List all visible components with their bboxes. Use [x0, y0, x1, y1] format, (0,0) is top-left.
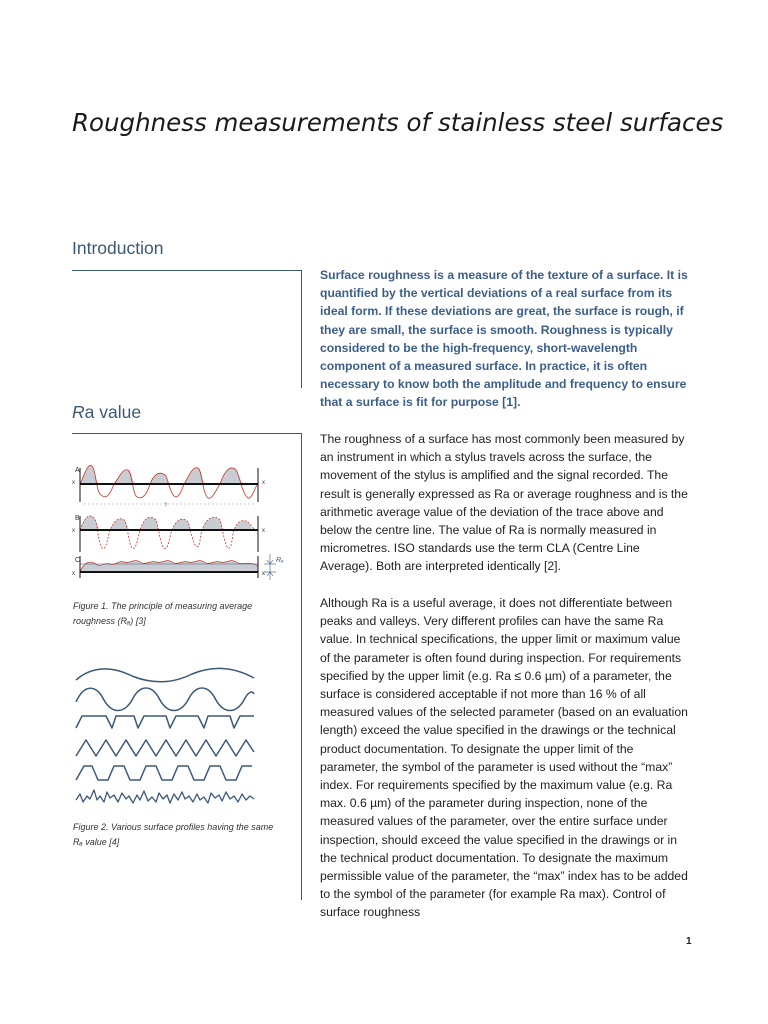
- ra-paragraph-2: Although Ra is a useful average, it does not differentiate between peaks and valleys. Very different profiles can have the same Ra value. In technical specifications, the upper limit or maximum value of the parameter is often found during inspection. For requirements specified by the upper limit (e.g. Ra ≤ 0.6 µm) of a parameter, the surface is considered acceptable if not more than 16 % of all measured values of the selected parameter (based on an evaluation length) exceed the value specified in the drawings or the technical product documentation. To designate the upper limit of the parameter, the symbol of the parameter is used without the “max” index. For requirements specified by the maximum value (e.g. Ra max. 0.6 µm) of the parameter during inspection, none of the measured values of the parameter, over the entire surface under inspection, should exceed the value specified in the drawings or in the technical product documentation. To designate the maximum permissible value of the parameter, the “max” index has to be added to the symbol of the parameter (for example Ra max). Control of surface roughness: [320, 596, 688, 920]
- row-c-label: C: [75, 557, 81, 564]
- page-number: 1: [686, 936, 692, 947]
- gap-label: ?: [164, 503, 168, 509]
- introduction-rule: [72, 270, 302, 271]
- profile-c-fill: [80, 561, 258, 572]
- profile-a-fill: [80, 465, 244, 484]
- figure-2-caption: Figure 2. Various surface profiles having the same Rₐ value [4]: [73, 822, 274, 847]
- ra-heading-rest: a value: [84, 402, 142, 422]
- profile-trapezoid-down: [76, 716, 254, 728]
- ra-dimension: [264, 554, 284, 580]
- row-c-end-left: x: [72, 571, 75, 577]
- row-b-label: B: [75, 515, 80, 522]
- profile-trapezoid-up: [76, 766, 252, 780]
- figure-1-diagram: [70, 460, 300, 580]
- profile-b-fill: [80, 516, 252, 530]
- profile-row-a: [72, 465, 265, 502]
- ra-heading-italic: R: [72, 402, 85, 422]
- row-b-end-right: x: [262, 528, 265, 534]
- row-b-end-left: x: [72, 528, 75, 534]
- introduction-divider: [301, 270, 302, 388]
- introduction-heading: Introduction: [72, 238, 164, 258]
- profile-sine-short: [76, 688, 254, 711]
- row-a-end-right: x: [262, 480, 265, 486]
- figure-1-caption: Figure 1. The principle of measuring average roughness (Rₐ) [3]: [73, 601, 253, 626]
- introduction-text: Surface roughness is a measure of the texture of a surface. It is quantified by the vertical deviations of a real surface from its ideal form. If these deviations are great, the surface is rough, if they are small, the surface is smooth. Roughness is typically considered to be the high-frequency, short-wavelength component of a measured surface. In practice, it is often necessary to know both the amplitude and frequency to ensure that a surface is fit for purpose [1].: [320, 268, 688, 410]
- profile-random: [76, 790, 254, 803]
- ra-paragraph-1: The roughness of a surface has most commonly been measured by an instrument in which a stylus travels across the surface, the movement of the stylus is amplified and the signal recorded. The result is generally expressed as Ra or average roughness and is the arithmetic average value of the deviation of the trace above and below the centre line. The value of Ra is normally measured in micrometres. ISO standards use the term CLA (Centre Line Average). Both are interpreted identically [2].: [320, 432, 688, 574]
- ra-value-heading: [72, 402, 141, 423]
- profile-row-b: [72, 515, 265, 552]
- figure-2-diagram: [72, 662, 262, 812]
- row-a-label: A: [75, 467, 80, 474]
- profile-triangle: [76, 740, 254, 756]
- ra-value-rule: [72, 433, 302, 434]
- ra-symbol-label: Rₐ: [276, 557, 284, 564]
- document-title: Roughness measurements of stainless steel surfaces: [72, 108, 724, 137]
- row-a-end-left: x: [72, 480, 75, 486]
- profile-row-c: [72, 556, 265, 578]
- ra-value-divider: [301, 433, 302, 900]
- profile-b-trace: [80, 516, 258, 549]
- profile-sine-long: [76, 668, 254, 681]
- row-c-end-right: x: [262, 571, 265, 577]
